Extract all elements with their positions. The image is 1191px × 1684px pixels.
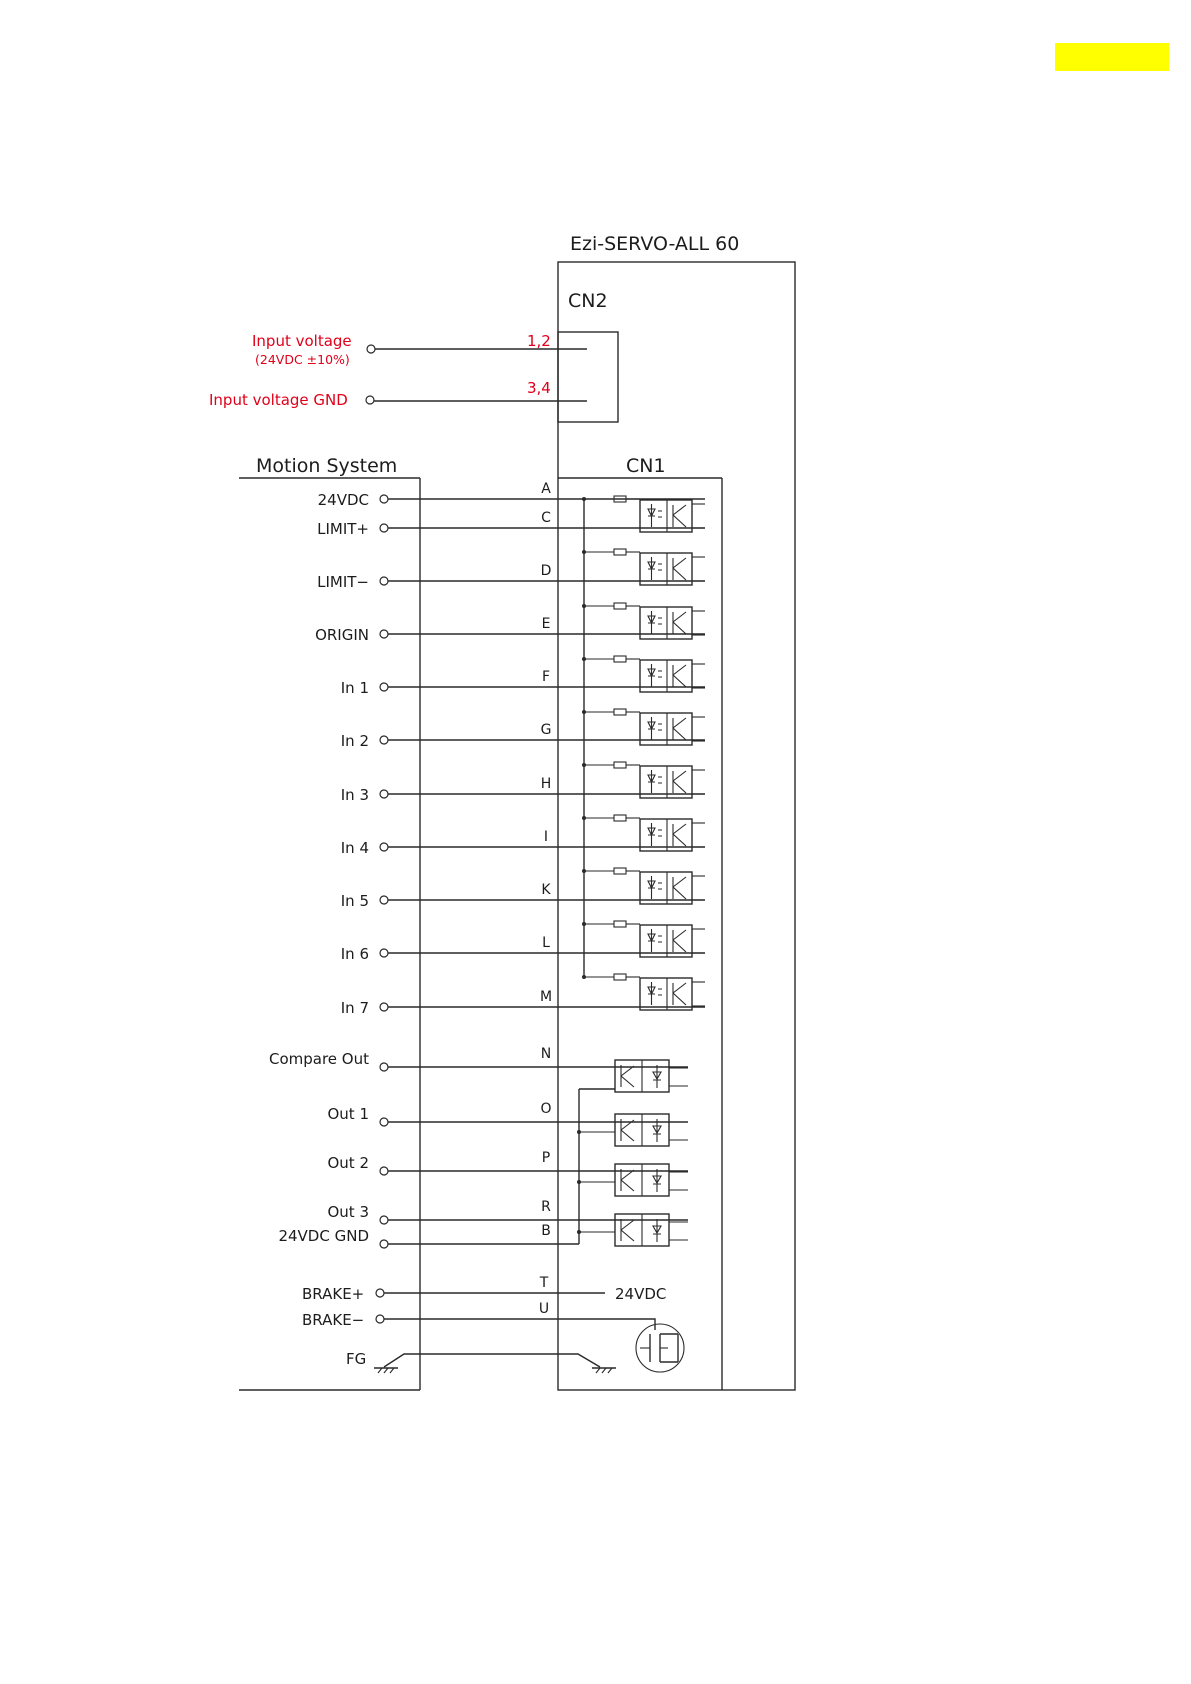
input-terminal — [380, 577, 388, 585]
input-row — [317, 510, 705, 538]
input-pin-label: H — [540, 776, 552, 792]
brake-plus-terminal — [376, 1289, 384, 1297]
brake-minus-terminal — [376, 1315, 384, 1323]
input-terminal — [380, 683, 388, 691]
input-optocoupler-icon — [582, 549, 705, 585]
cn2-connector — [558, 332, 618, 422]
output-pin-label: B — [541, 1223, 551, 1239]
output-signal-label: 24VDC GND — [278, 1227, 369, 1245]
output-signal-label: Out 3 — [327, 1203, 369, 1221]
input-voltage-gnd-label: Input voltage GND — [209, 391, 348, 409]
input-signal-label: ORIGIN — [315, 626, 369, 644]
input-voltage-terminal — [367, 345, 375, 353]
input-terminal — [380, 495, 388, 503]
brake-minus-label: BRAKE− — [302, 1311, 365, 1329]
output-terminal — [380, 1118, 388, 1126]
ground-icon-right — [592, 1368, 616, 1373]
device-frame — [558, 262, 795, 1390]
output-signal-label: Out 2 — [327, 1154, 369, 1172]
output-optocoupler-icon — [577, 1164, 688, 1196]
input-optocoupler-icon — [582, 762, 705, 798]
input-signal-label: LIMIT− — [317, 573, 369, 591]
input-signal-label: In 7 — [340, 999, 369, 1017]
output-row — [327, 1150, 688, 1175]
ground-icon-left — [374, 1368, 398, 1373]
output-pin-label: R — [541, 1199, 551, 1215]
cn2-pins-power: 1,2 — [527, 332, 551, 350]
brake-plus-label: BRAKE+ — [302, 1285, 365, 1303]
input-terminal — [380, 949, 388, 957]
cn2-pins-gnd: 3,4 — [527, 379, 551, 397]
input-optocoupler-icon — [582, 921, 705, 957]
input-optocoupler-icon — [582, 974, 705, 1010]
input-optocoupler-icon — [582, 815, 705, 851]
input-voltage-gnd-terminal — [366, 396, 374, 404]
output-row — [269, 1046, 688, 1071]
output-optocoupler-icon — [577, 1214, 688, 1246]
brake-pin-t: T — [539, 1275, 549, 1291]
output-pin-label: P — [541, 1150, 551, 1166]
input-terminal — [380, 843, 388, 851]
input-pin-label: D — [540, 563, 552, 579]
input-signal-label: In 2 — [340, 732, 369, 750]
input-pin-label: L — [542, 935, 550, 951]
input-pin-label: I — [543, 829, 549, 845]
input-terminal — [380, 524, 388, 532]
input-signal-label: In 1 — [340, 679, 369, 697]
output-signal-label: Out 1 — [327, 1105, 369, 1123]
input-signal-label: In 6 — [340, 945, 369, 963]
output-pin-label: N — [540, 1046, 552, 1062]
input-pin-label: A — [541, 481, 551, 497]
input-terminal — [380, 630, 388, 638]
output-pin-label: O — [540, 1101, 552, 1117]
input-terminal — [380, 896, 388, 904]
output-optocoupler-icon — [577, 1114, 688, 1146]
output-row — [278, 1223, 579, 1248]
input-terminal — [380, 1003, 388, 1011]
input-signal-label: In 4 — [340, 839, 369, 857]
input-pin-label: M — [539, 989, 553, 1005]
input-pin-label: G — [540, 722, 552, 738]
input-row — [318, 481, 705, 509]
output-signal-label: Compare Out — [268, 1050, 369, 1068]
input-voltage-label: Input voltage — [252, 332, 352, 350]
fg-label: FG — [346, 1350, 367, 1368]
output-terminal — [380, 1167, 388, 1175]
brake-supply-label: 24VDC — [615, 1285, 667, 1303]
input-signal-label: In 5 — [340, 892, 369, 910]
device-title: Ezi-SERVO-ALL 60 — [570, 233, 740, 255]
highlight-marker — [1055, 43, 1169, 71]
output-optocoupler-icon — [615, 1060, 688, 1092]
cn2-label: CN2 — [568, 290, 608, 312]
input-signal-label: 24VDC — [317, 491, 369, 509]
output-terminal — [380, 1216, 388, 1224]
fg-wire — [384, 1354, 600, 1367]
cn1-rows — [269, 481, 705, 1248]
input-terminal — [380, 790, 388, 798]
input-row — [315, 616, 705, 644]
input-pin-label: C — [541, 510, 551, 526]
input-optocoupler-icon — [582, 868, 705, 904]
input-pin-label: K — [541, 882, 551, 898]
brake-mosfet-icon — [636, 1324, 684, 1372]
input-optocoupler-icon — [582, 496, 705, 532]
input-voltage-spec: (24VDC ±10%) — [255, 352, 350, 367]
output-terminal — [380, 1240, 388, 1248]
input-pin-label: E — [541, 616, 551, 632]
cn1-label: CN1 — [626, 455, 666, 477]
input-terminal — [380, 736, 388, 744]
motion-system-label: Motion System — [256, 455, 398, 477]
input-signal-label: LIMIT+ — [317, 520, 369, 538]
brake-pin-u: U — [538, 1301, 550, 1317]
input-row — [341, 989, 705, 1017]
input-row — [317, 563, 705, 591]
output-terminal — [380, 1063, 388, 1071]
input-pin-label: F — [541, 669, 551, 685]
input-signal-label: In 3 — [340, 786, 369, 804]
